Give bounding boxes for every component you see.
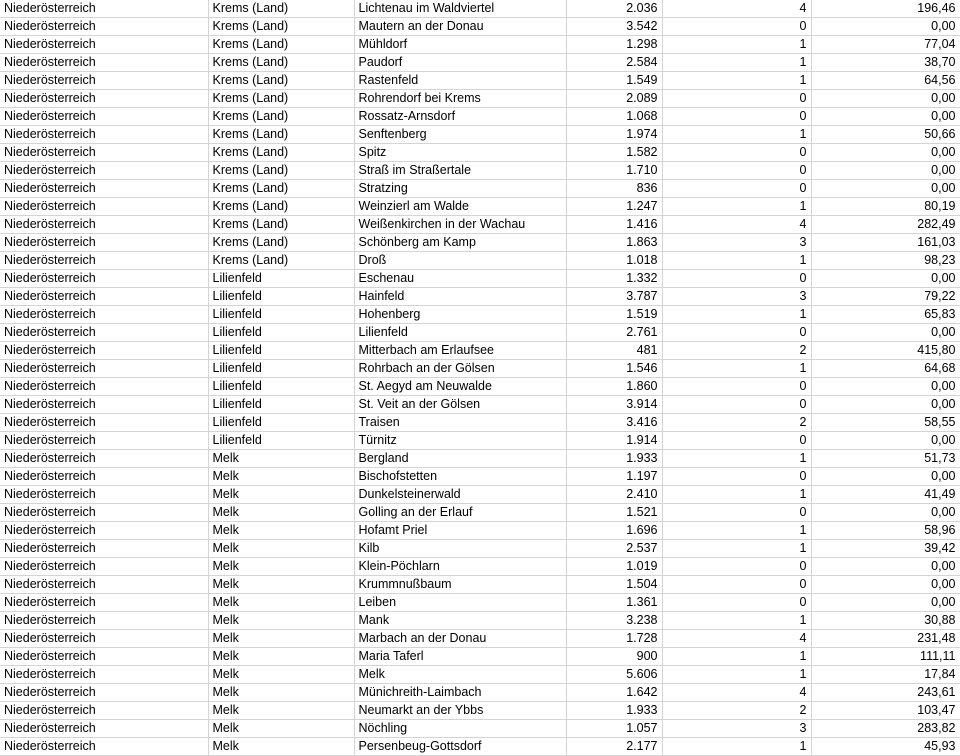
municipality-cell[interactable]: Nöchling (354, 720, 566, 738)
district-cell[interactable]: Lilienfeld (208, 306, 354, 324)
table-row (0, 360, 960, 378)
table-row (0, 594, 960, 612)
state-cell[interactable]: Niederösterreich (0, 576, 208, 594)
municipality-cell[interactable]: Neumarkt an der Ybbs (354, 702, 566, 720)
count-cell[interactable]: 3 (662, 720, 811, 738)
district-cell[interactable]: Krems (Land) (208, 54, 354, 72)
count-cell[interactable]: 3 (662, 288, 811, 306)
state-cell[interactable]: Niederösterreich (0, 0, 208, 18)
count-cell[interactable]: 1 (662, 666, 811, 684)
table-row (0, 54, 960, 72)
count-cell[interactable]: 0 (662, 270, 811, 288)
table-row (0, 378, 960, 396)
count-cell[interactable]: 1 (662, 540, 811, 558)
rate-cell[interactable]: 0,00 (811, 576, 960, 594)
municipality-cell[interactable]: Türnitz (354, 432, 566, 450)
population-cell[interactable]: 2.410 (566, 486, 662, 504)
population-cell[interactable]: 1.019 (566, 558, 662, 576)
population-cell[interactable]: 836 (566, 180, 662, 198)
state-cell[interactable]: Niederösterreich (0, 594, 208, 612)
population-cell[interactable]: 1.057 (566, 720, 662, 738)
table-row (0, 702, 960, 720)
district-cell[interactable]: Krems (Land) (208, 126, 354, 144)
population-cell[interactable]: 900 (566, 648, 662, 666)
count-cell[interactable]: 0 (662, 108, 811, 126)
state-cell[interactable]: Niederösterreich (0, 450, 208, 468)
count-cell[interactable]: 0 (662, 576, 811, 594)
state-cell[interactable]: Niederösterreich (0, 486, 208, 504)
population-cell[interactable]: 2.036 (566, 0, 662, 18)
state-cell[interactable]: Niederösterreich (0, 126, 208, 144)
table-row (0, 144, 960, 162)
municipality-cell[interactable]: Krummnußbaum (354, 576, 566, 594)
state-cell[interactable]: Niederösterreich (0, 360, 208, 378)
population-cell[interactable]: 1.914 (566, 432, 662, 450)
state-cell[interactable]: Niederösterreich (0, 702, 208, 720)
table-row (0, 126, 960, 144)
table-row (0, 324, 960, 342)
district-cell[interactable]: Lilienfeld (208, 360, 354, 378)
municipality-cell[interactable]: Eschenau (354, 270, 566, 288)
table-row (0, 270, 960, 288)
population-cell[interactable]: 1.860 (566, 378, 662, 396)
count-cell[interactable]: 0 (662, 18, 811, 36)
district-cell[interactable]: Krems (Land) (208, 144, 354, 162)
municipality-cell[interactable]: Straß im Straßertale (354, 162, 566, 180)
rate-cell[interactable]: 50,66 (811, 126, 960, 144)
municipality-cell[interactable]: Traisen (354, 414, 566, 432)
rate-cell[interactable]: 45,93 (811, 738, 960, 756)
state-cell[interactable]: Niederösterreich (0, 720, 208, 738)
table-row (0, 162, 960, 180)
state-cell[interactable]: Niederösterreich (0, 468, 208, 486)
rate-cell[interactable]: 98,23 (811, 252, 960, 270)
district-cell[interactable]: Lilienfeld (208, 342, 354, 360)
count-cell[interactable]: 0 (662, 558, 811, 576)
count-cell[interactable]: 2 (662, 414, 811, 432)
state-cell[interactable]: Niederösterreich (0, 396, 208, 414)
table-row (0, 306, 960, 324)
population-cell[interactable]: 2.177 (566, 738, 662, 756)
population-cell[interactable]: 3.416 (566, 414, 662, 432)
table-row (0, 720, 960, 738)
count-cell[interactable]: 0 (662, 432, 811, 450)
municipality-cell[interactable]: Mühldorf (354, 36, 566, 54)
rate-cell[interactable]: 0,00 (811, 162, 960, 180)
count-cell[interactable]: 1 (662, 36, 811, 54)
population-cell[interactable]: 1.018 (566, 252, 662, 270)
state-cell[interactable]: Niederösterreich (0, 18, 208, 36)
count-cell[interactable]: 0 (662, 396, 811, 414)
district-cell[interactable]: Melk (208, 612, 354, 630)
state-cell[interactable]: Niederösterreich (0, 414, 208, 432)
district-cell[interactable]: Melk (208, 684, 354, 702)
district-cell[interactable]: Melk (208, 630, 354, 648)
count-cell[interactable]: 0 (662, 324, 811, 342)
table-row (0, 72, 960, 90)
district-cell[interactable]: Krems (Land) (208, 0, 354, 18)
population-cell[interactable]: 1.974 (566, 126, 662, 144)
rate-cell[interactable]: 0,00 (811, 108, 960, 126)
rate-cell[interactable]: 0,00 (811, 270, 960, 288)
municipality-cell[interactable]: Maria Taferl (354, 648, 566, 666)
district-cell[interactable]: Melk (208, 576, 354, 594)
municipality-cell[interactable]: Kilb (354, 540, 566, 558)
count-cell[interactable]: 0 (662, 504, 811, 522)
state-cell[interactable]: Niederösterreich (0, 72, 208, 90)
state-cell[interactable]: Niederösterreich (0, 162, 208, 180)
rate-cell[interactable]: 80,19 (811, 198, 960, 216)
district-cell[interactable]: Melk (208, 666, 354, 684)
state-cell[interactable]: Niederösterreich (0, 36, 208, 54)
state-cell[interactable]: Niederösterreich (0, 342, 208, 360)
table-row (0, 540, 960, 558)
table-row (0, 576, 960, 594)
count-cell[interactable]: 4 (662, 684, 811, 702)
district-cell[interactable]: Lilienfeld (208, 414, 354, 432)
municipality-cell[interactable]: Droß (354, 252, 566, 270)
count-cell[interactable]: 1 (662, 612, 811, 630)
count-cell[interactable]: 2 (662, 702, 811, 720)
state-cell[interactable]: Niederösterreich (0, 288, 208, 306)
table-row (0, 180, 960, 198)
district-cell[interactable]: Krems (Land) (208, 18, 354, 36)
state-cell[interactable]: Niederösterreich (0, 684, 208, 702)
population-cell[interactable]: 1.247 (566, 198, 662, 216)
state-cell[interactable]: Niederösterreich (0, 522, 208, 540)
rate-cell[interactable]: 283,82 (811, 720, 960, 738)
district-cell[interactable]: Melk (208, 594, 354, 612)
population-cell[interactable]: 1.521 (566, 504, 662, 522)
count-cell[interactable]: 0 (662, 468, 811, 486)
count-cell[interactable]: 1 (662, 54, 811, 72)
rate-cell[interactable]: 64,56 (811, 72, 960, 90)
population-cell[interactable]: 2.089 (566, 90, 662, 108)
municipality-cell[interactable]: Stratzing (354, 180, 566, 198)
municipality-cell[interactable]: Münichreith-Laimbach (354, 684, 566, 702)
district-cell[interactable]: Krems (Land) (208, 216, 354, 234)
population-cell[interactable]: 1.549 (566, 72, 662, 90)
population-cell[interactable]: 1.298 (566, 36, 662, 54)
count-cell[interactable]: 2 (662, 342, 811, 360)
district-cell[interactable]: Krems (Land) (208, 198, 354, 216)
district-cell[interactable]: Melk (208, 558, 354, 576)
rate-cell[interactable]: 196,46 (811, 0, 960, 18)
rate-cell[interactable]: 0,00 (811, 396, 960, 414)
rate-cell[interactable]: 0,00 (811, 90, 960, 108)
rate-cell[interactable]: 0,00 (811, 18, 960, 36)
count-cell[interactable]: 1 (662, 648, 811, 666)
district-cell[interactable]: Melk (208, 702, 354, 720)
rate-cell[interactable]: 0,00 (811, 432, 960, 450)
municipality-cell[interactable]: Mank (354, 612, 566, 630)
municipality-cell[interactable]: Weißenkirchen in der Wachau (354, 216, 566, 234)
population-cell[interactable]: 481 (566, 342, 662, 360)
table-row (0, 108, 960, 126)
count-cell[interactable]: 1 (662, 486, 811, 504)
table-row (0, 234, 960, 252)
district-cell[interactable]: Melk (208, 468, 354, 486)
population-cell[interactable]: 1.582 (566, 144, 662, 162)
rate-cell[interactable]: 161,03 (811, 234, 960, 252)
district-cell[interactable]: Krems (Land) (208, 180, 354, 198)
count-cell[interactable]: 4 (662, 0, 811, 18)
population-cell[interactable]: 1.546 (566, 360, 662, 378)
state-cell[interactable]: Niederösterreich (0, 252, 208, 270)
district-cell[interactable]: Krems (Land) (208, 234, 354, 252)
state-cell[interactable]: Niederösterreich (0, 558, 208, 576)
table-row (0, 522, 960, 540)
municipality-cell[interactable]: Weinzierl am Walde (354, 198, 566, 216)
table-row (0, 432, 960, 450)
table-row (0, 198, 960, 216)
municipality-cell[interactable]: Rohrbach an der Gölsen (354, 360, 566, 378)
rate-cell[interactable]: 231,48 (811, 630, 960, 648)
municipality-cell[interactable]: Klein-Pöchlarn (354, 558, 566, 576)
state-cell[interactable]: Niederösterreich (0, 540, 208, 558)
rate-cell[interactable]: 79,22 (811, 288, 960, 306)
rate-cell[interactable]: 415,80 (811, 342, 960, 360)
district-cell[interactable]: Melk (208, 486, 354, 504)
municipality-cell[interactable]: Rohrendorf bei Krems (354, 90, 566, 108)
population-cell[interactable]: 1.933 (566, 702, 662, 720)
district-cell[interactable]: Krems (Land) (208, 36, 354, 54)
state-cell[interactable]: Niederösterreich (0, 738, 208, 756)
municipality-cell[interactable]: Melk (354, 666, 566, 684)
count-cell[interactable]: 0 (662, 144, 811, 162)
state-cell[interactable]: Niederösterreich (0, 324, 208, 342)
district-cell[interactable]: Lilienfeld (208, 324, 354, 342)
population-cell[interactable]: 1.361 (566, 594, 662, 612)
rate-cell[interactable]: 58,96 (811, 522, 960, 540)
count-cell[interactable]: 1 (662, 252, 811, 270)
municipality-cell[interactable]: Hainfeld (354, 288, 566, 306)
population-cell[interactable]: 1.933 (566, 450, 662, 468)
table-row (0, 468, 960, 486)
rate-cell[interactable]: 39,42 (811, 540, 960, 558)
state-cell[interactable]: Niederösterreich (0, 108, 208, 126)
rate-cell[interactable]: 103,47 (811, 702, 960, 720)
population-cell[interactable]: 1.416 (566, 216, 662, 234)
table-row (0, 450, 960, 468)
population-cell[interactable]: 3.787 (566, 288, 662, 306)
rate-cell[interactable]: 77,04 (811, 36, 960, 54)
municipality-cell[interactable]: Senftenberg (354, 126, 566, 144)
count-cell[interactable]: 0 (662, 162, 811, 180)
rate-cell[interactable]: 0,00 (811, 594, 960, 612)
table-row (0, 18, 960, 36)
count-cell[interactable]: 1 (662, 360, 811, 378)
population-cell[interactable]: 3.914 (566, 396, 662, 414)
table-row (0, 612, 960, 630)
rate-cell[interactable]: 0,00 (811, 558, 960, 576)
rate-cell[interactable]: 0,00 (811, 180, 960, 198)
rate-cell[interactable]: 64,68 (811, 360, 960, 378)
rate-cell[interactable]: 17,84 (811, 666, 960, 684)
population-cell[interactable]: 2.584 (566, 54, 662, 72)
district-cell[interactable]: Krems (Land) (208, 162, 354, 180)
population-cell[interactable]: 5.606 (566, 666, 662, 684)
table-row (0, 486, 960, 504)
district-cell[interactable]: Melk (208, 540, 354, 558)
municipality-cell[interactable]: Spitz (354, 144, 566, 162)
population-cell[interactable]: 2.761 (566, 324, 662, 342)
state-cell[interactable]: Niederösterreich (0, 432, 208, 450)
state-cell[interactable]: Niederösterreich (0, 378, 208, 396)
district-cell[interactable]: Lilienfeld (208, 288, 354, 306)
table-row (0, 90, 960, 108)
rate-cell[interactable]: 38,70 (811, 54, 960, 72)
state-cell[interactable]: Niederösterreich (0, 666, 208, 684)
population-cell[interactable]: 2.537 (566, 540, 662, 558)
state-cell[interactable]: Niederösterreich (0, 612, 208, 630)
state-cell[interactable]: Niederösterreich (0, 144, 208, 162)
table-row (0, 648, 960, 666)
table-row (0, 0, 960, 18)
table-row (0, 288, 960, 306)
population-cell[interactable]: 1.710 (566, 162, 662, 180)
municipality-cell[interactable]: Rastenfeld (354, 72, 566, 90)
rate-cell[interactable]: 111,11 (811, 648, 960, 666)
rate-cell[interactable]: 0,00 (811, 144, 960, 162)
rate-cell[interactable]: 0,00 (811, 468, 960, 486)
population-cell[interactable]: 1.068 (566, 108, 662, 126)
municipality-cell[interactable]: Schönberg am Kamp (354, 234, 566, 252)
population-cell[interactable]: 1.863 (566, 234, 662, 252)
state-cell[interactable]: Niederösterreich (0, 234, 208, 252)
count-cell[interactable]: 1 (662, 126, 811, 144)
district-cell[interactable]: Melk (208, 648, 354, 666)
district-cell[interactable]: Krems (Land) (208, 252, 354, 270)
population-cell[interactable]: 1.519 (566, 306, 662, 324)
count-cell[interactable]: 1 (662, 738, 811, 756)
count-cell[interactable]: 3 (662, 234, 811, 252)
rate-cell[interactable]: 65,83 (811, 306, 960, 324)
municipality-cell[interactable]: Persenbeug-Gottsdorf (354, 738, 566, 756)
district-cell[interactable]: Melk (208, 720, 354, 738)
population-cell[interactable]: 3.238 (566, 612, 662, 630)
state-cell[interactable]: Niederösterreich (0, 306, 208, 324)
table-row (0, 738, 960, 756)
municipality-cell[interactable]: St. Aegyd am Neuwalde (354, 378, 566, 396)
rate-cell[interactable]: 282,49 (811, 216, 960, 234)
state-cell[interactable]: Niederösterreich (0, 180, 208, 198)
count-cell[interactable]: 1 (662, 198, 811, 216)
district-cell[interactable]: Lilienfeld (208, 396, 354, 414)
population-cell[interactable]: 1.197 (566, 468, 662, 486)
table-row (0, 666, 960, 684)
population-cell[interactable]: 1.332 (566, 270, 662, 288)
population-cell[interactable]: 1.728 (566, 630, 662, 648)
municipality-cell[interactable]: Leiben (354, 594, 566, 612)
municipality-cell[interactable]: Bergland (354, 450, 566, 468)
municipality-cell[interactable]: St. Veit an der Gölsen (354, 396, 566, 414)
rate-cell[interactable]: 58,55 (811, 414, 960, 432)
table-row (0, 216, 960, 234)
table-row (0, 36, 960, 54)
state-cell[interactable]: Niederösterreich (0, 270, 208, 288)
state-cell[interactable]: Niederösterreich (0, 630, 208, 648)
table-row (0, 414, 960, 432)
district-cell[interactable]: Lilienfeld (208, 378, 354, 396)
municipality-cell[interactable]: Golling an der Erlauf (354, 504, 566, 522)
state-cell[interactable]: Niederösterreich (0, 54, 208, 72)
table-row (0, 558, 960, 576)
municipality-cell[interactable]: Rossatz-Arnsdorf (354, 108, 566, 126)
state-cell[interactable]: Niederösterreich (0, 216, 208, 234)
count-cell[interactable]: 1 (662, 450, 811, 468)
count-cell[interactable]: 0 (662, 594, 811, 612)
municipality-cell[interactable]: Mautern an der Donau (354, 18, 566, 36)
municipality-cell[interactable]: Mitterbach am Erlaufsee (354, 342, 566, 360)
rate-cell[interactable]: 243,61 (811, 684, 960, 702)
count-cell[interactable]: 4 (662, 630, 811, 648)
municipality-cell[interactable]: Lichtenau im Waldviertel (354, 0, 566, 18)
table-row (0, 630, 960, 648)
district-cell[interactable]: Lilienfeld (208, 270, 354, 288)
count-cell[interactable]: 1 (662, 306, 811, 324)
district-cell[interactable]: Melk (208, 738, 354, 756)
count-cell[interactable]: 1 (662, 522, 811, 540)
count-cell[interactable]: 1 (662, 72, 811, 90)
rate-cell[interactable]: 30,88 (811, 612, 960, 630)
district-cell[interactable]: Melk (208, 450, 354, 468)
municipality-cell[interactable]: Marbach an der Donau (354, 630, 566, 648)
municipality-cell[interactable]: Paudorf (354, 54, 566, 72)
table-row (0, 684, 960, 702)
count-cell[interactable]: 0 (662, 378, 811, 396)
district-cell[interactable]: Krems (Land) (208, 108, 354, 126)
rate-cell[interactable]: 41,49 (811, 486, 960, 504)
district-cell[interactable]: Krems (Land) (208, 72, 354, 90)
table-row (0, 252, 960, 270)
municipality-cell[interactable]: Bischofstetten (354, 468, 566, 486)
state-cell[interactable]: Niederösterreich (0, 648, 208, 666)
rate-cell[interactable]: 0,00 (811, 378, 960, 396)
count-cell[interactable]: 0 (662, 90, 811, 108)
population-cell[interactable]: 1.696 (566, 522, 662, 540)
state-cell[interactable]: Niederösterreich (0, 90, 208, 108)
district-cell[interactable]: Lilienfeld (208, 432, 354, 450)
state-cell[interactable]: Niederösterreich (0, 504, 208, 522)
table-row (0, 396, 960, 414)
municipality-cell[interactable]: Lilienfeld (354, 324, 566, 342)
rate-cell[interactable]: 51,73 (811, 450, 960, 468)
table-row (0, 342, 960, 360)
count-cell[interactable]: 0 (662, 180, 811, 198)
state-cell[interactable]: Niederösterreich (0, 198, 208, 216)
count-cell[interactable]: 4 (662, 216, 811, 234)
municipality-cell[interactable]: Hofamt Priel (354, 522, 566, 540)
population-cell[interactable]: 1.504 (566, 576, 662, 594)
municipality-cell[interactable]: Dunkelsteinerwald (354, 486, 566, 504)
rate-cell[interactable]: 0,00 (811, 324, 960, 342)
rate-cell[interactable]: 0,00 (811, 504, 960, 522)
municipality-cell[interactable]: Hohenberg (354, 306, 566, 324)
district-cell[interactable]: Melk (208, 504, 354, 522)
district-cell[interactable]: Krems (Land) (208, 90, 354, 108)
population-cell[interactable]: 1.642 (566, 684, 662, 702)
table-row (0, 504, 960, 522)
population-cell[interactable]: 3.542 (566, 18, 662, 36)
district-cell[interactable]: Melk (208, 522, 354, 540)
